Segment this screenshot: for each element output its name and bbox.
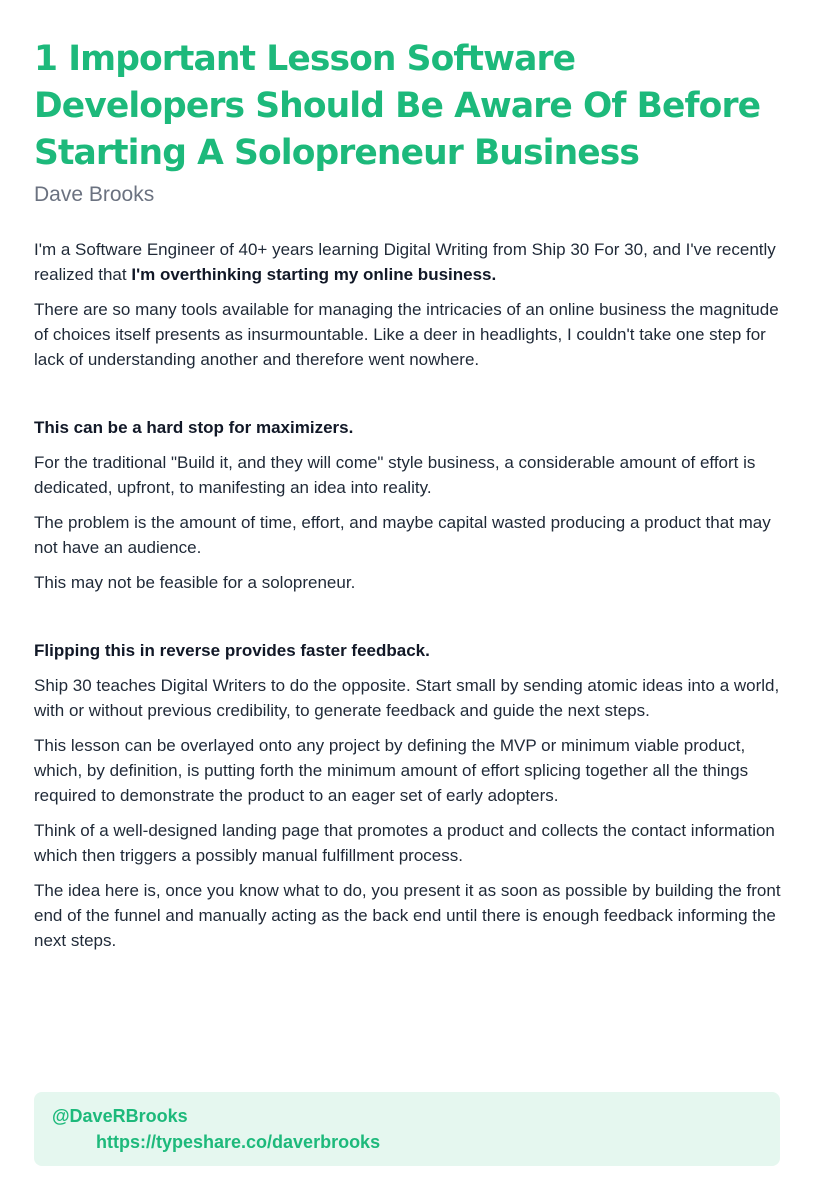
section-2-paragraph-4: The idea here is, once you know what to do, you present it as soon as possible by building the front end of the funnel and manually acting as the back end until there is enough feedback informing the next steps. — [34, 881, 781, 950]
section-1-paragraph-2: The problem is the amount of time, effort, and maybe capital wasted producing a product that may not have an audience. — [34, 513, 771, 557]
article — [34, 36, 782, 963]
intro-paragraph-2: There are so many tools available for managing the intricacies of an online business the magnitude of choices itself presents as insurmountable. Like a deer in headlights, I couldn't take one step for lack of understanding another and therefore went nowhere. — [34, 300, 779, 369]
section-2-paragraph-1: Ship 30 teaches Digital Writers to do the opposite. Start small by sending atomic ideas into a world, with or without previous credibility, to generate feedback and guide the next steps. — [34, 676, 780, 720]
article-title: 1 Important Lesson Software Developers Should Be Aware Of Before Starting A Solopreneur Business — [34, 39, 761, 173]
author-name: Dave Brooks — [34, 183, 155, 206]
article-body — [34, 237, 782, 953]
author-handle[interactable]: @DaveRBrooks — [52, 1106, 188, 1126]
section-1-paragraph-3: This may not be feasible for a solopreneur. — [34, 573, 356, 592]
profile-link[interactable]: https://typeshare.co/daverbrooks — [96, 1132, 381, 1152]
intro-paragraph-1-text: I'm a Software Engineer of 40+ years learning Digital Writing from Ship 30 For 30, and I've recently realized that — [34, 240, 776, 284]
section-2-paragraph-2: This lesson can be overlayed onto any project by defining the MVP or minimum viable product, which, by definition, is putting forth the minimum amount of effort splicing together all the things required to demonstrate the product to an eager set of early adopters. — [34, 736, 749, 805]
section-1-paragraph-1: For the traditional "Build it, and they will come" style business, a considerable amount of effort is dedicated, upfront, to manifesting an idea into reality. — [34, 453, 756, 497]
section-2-paragraph-3: Think of a well-designed landing page that promotes a product and collects the contact information which then triggers a possibly manual fulfillment process. — [34, 821, 775, 865]
author-footer — [34, 1092, 780, 1166]
intro-paragraph-1-bold: I'm overthinking starting my online business. — [131, 265, 497, 284]
section-1-heading: This can be a hard stop for maximizers. — [34, 418, 354, 437]
section-2-heading: Flipping this in reverse provides faster feedback. — [34, 641, 430, 660]
intro-paragraph-1 — [34, 237, 782, 287]
